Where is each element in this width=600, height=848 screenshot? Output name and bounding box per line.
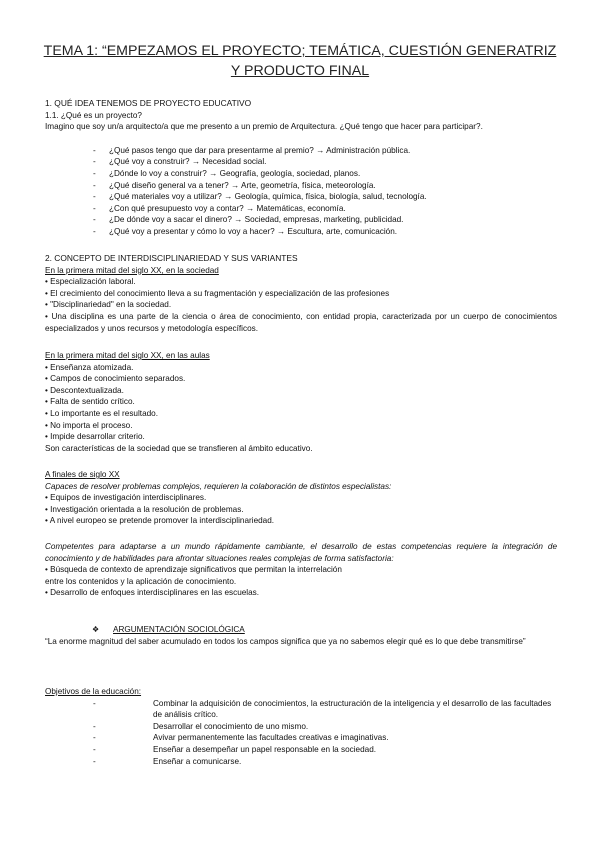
list-item: • El crecimiento del conocimiento lleva a su fragmentación y especialización de las profesiones: [45, 288, 390, 298]
list-item: • Enseñanza atomizada.: [45, 362, 134, 372]
objective-item: - Avivar permanentemente las facultades creativas e imaginativas.: [45, 732, 557, 744]
list-item: • Desarrollo de enfoques interdisciplinares en las escuelas.: [45, 588, 260, 598]
document-title: TEMA 1: “EMPEZAMOS EL PROYECTO; TEMÁTICA, CUESTIÓN GENERATRIZ Y PRODUCTO FINAL: [43, 43, 557, 79]
section-3: [45, 624, 557, 647]
list-item: • Búsqueda de contexto de aprendizaje significativos que permitan la interrelación: [45, 565, 342, 575]
section-1: [45, 98, 557, 238]
objectives-title: Objetivos de la educación:: [45, 687, 142, 696]
sociological-quote: “La enorme magnitud del saber acumulado en todos los campos significa que ya no sabemos elegir qué es lo que debe transmitirse”: [45, 636, 526, 646]
section-2-heading: 2. CONCEPTO DE INTERDISCIPLINARIEDAD Y SUS VARIANTES: [45, 253, 298, 263]
subsection-title-classrooms: En la primera mitad del siglo XX, en las aulas: [45, 351, 210, 360]
diamond-bullet-icon: ❖: [92, 625, 100, 634]
question-item: - ¿De dónde voy a sacar el dinero? → Sociedad, empresas, marketing, publicidad.: [45, 214, 557, 226]
section-2: [45, 253, 557, 334]
list-item: • No importa el proceso.: [45, 420, 133, 430]
question-item: - ¿Dónde lo voy a construir? → Geografía, geología, sociedad, planos.: [45, 168, 557, 180]
question-item: - ¿Qué voy a construir? → Necesidad social.: [45, 156, 557, 168]
list-item: • Investigación orientada a la resolución de problemas.: [45, 504, 244, 514]
list-item: • Campos de conocimiento separados.: [45, 374, 186, 384]
question-item: - ¿Qué voy a presentar y cómo lo voy a hacer? → Escultura, arte, comunicación.: [45, 226, 557, 238]
list-item: • Impide desarrollar criterio.: [45, 432, 145, 442]
section-3-heading-row: [45, 624, 557, 636]
list-item: • "Disciplinariedad" en la sociedad.: [45, 300, 172, 310]
list-item: • Especialización laboral.: [45, 277, 136, 287]
list-item: entre los contenidos y la aplicación de conocimiento.: [45, 576, 237, 586]
late-century-intro: Capaces de resolver problemas complejos, requieren la colaboración de distintos especialistas:: [45, 481, 392, 491]
list-item: • Descontextualizada.: [45, 385, 124, 395]
question-item: - ¿Qué diseño general va a tener? → Arte, geometría, física, meteorología.: [45, 180, 557, 192]
question-item: - ¿Qué pasos tengo que dar para presentarme al premio? → Administración pública.: [45, 145, 557, 157]
subsection-competences: [45, 541, 557, 599]
list-item: • A nivel europeo se pretende promover la interdisciplinariedad.: [45, 516, 275, 526]
question-item: - ¿Qué materiales voy a utilizar? → Geología, química, física, biología, salud, tecnología.: [45, 191, 557, 203]
section-1-intro: Imagino que soy un/a arquitecto/a que me presento a un premio de Arquitectura. ¿Qué tengo que hacer para participar?.: [45, 122, 483, 132]
education-objectives: [45, 686, 557, 767]
subsection-late-century: [45, 469, 557, 527]
subsection-title-late-century: A finales de siglo XX: [45, 470, 120, 479]
objective-item: - Enseñar a comunicarse.: [45, 756, 557, 768]
objective-item: - Desarrollar el conocimiento de uno mismo.: [45, 721, 557, 733]
question-item: - ¿Con qué presupuesto voy a contar? → Matemáticas, economía.: [45, 203, 557, 215]
objective-item: - Combinar la adquisición de conocimientos, la estructuración de la inteligencia y el desarrollo de las facultades de análisis crítico.: [45, 698, 557, 721]
classroom-note: Son características de la sociedad que se transfieren al ámbito educativo.: [45, 443, 313, 453]
discipline-definition: • Una disciplina es una parte de la ciencia o área de conocimiento, con entidad propia, caracterizada por un cuerpo de conocimientos especializados y unos recursos y metodología específicos.: [45, 311, 557, 333]
competences-intro: Competentes para adaptarse a un mundo rápidamente cambiante, el desarrollo de estas competencias requiere la integración de conocimiento y de habilidades para afrontar situaciones reales complejas de forma satisfactoria:: [45, 542, 557, 563]
list-item: • Lo importante es el resultado.: [45, 408, 159, 418]
subsection-title-society: En la primera mitad del siglo XX, en la sociedad: [45, 265, 219, 275]
section-3-heading: ARGUMENTACIÓN SOCIOLÓGICA: [113, 625, 245, 634]
subsection-classrooms: [45, 350, 557, 454]
list-item: • Falta de sentido crítico.: [45, 397, 135, 407]
section-1-subheading: 1.1. ¿Qué es un proyecto?: [45, 110, 142, 120]
section-1-heading: 1. QUÉ IDEA TENEMOS DE PROYECTO EDUCATIVO: [45, 98, 252, 108]
objective-item: - Enseñar a desempeñar un papel responsable en la sociedad.: [45, 744, 557, 756]
list-item: • Equipos de investigación interdisciplinares.: [45, 493, 207, 503]
